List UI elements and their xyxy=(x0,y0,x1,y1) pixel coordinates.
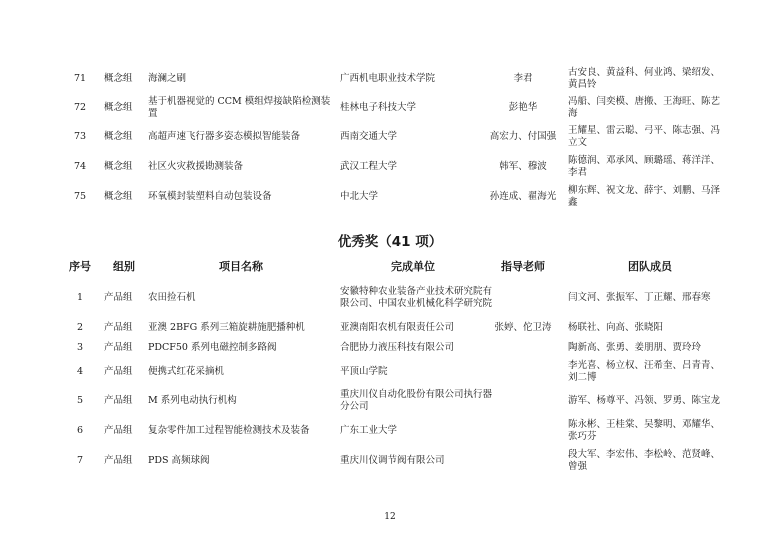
table-row xyxy=(0,64,780,94)
row-group: 产品组 xyxy=(104,424,133,436)
row-advisor: 彭艳华 xyxy=(508,101,538,113)
row-team: 闫文河、张振军、丁正耀、邢春寒 xyxy=(568,291,711,303)
row-project-name: 高超声速飞行器多姿态模拟智能装备 xyxy=(148,130,301,142)
row-advisor: 李君 xyxy=(513,72,533,84)
row-group: 概念组 xyxy=(104,101,133,113)
row-number: 6 xyxy=(76,424,84,436)
row-unit: 亚澳南阳农机有限责任公司 xyxy=(340,321,455,333)
row-project-name: 农田捡石机 xyxy=(148,291,196,303)
row-team: 游军、杨尊平、冯领、罗勇、陈宝龙 xyxy=(568,394,721,406)
row-project-name: 便携式红花采摘机 xyxy=(148,365,225,377)
row-group: 概念组 xyxy=(104,72,133,84)
row-group: 概念组 xyxy=(104,160,133,172)
row-team: 陈永彬、王桂棠、吴黎明、邓耀华、张巧芬 xyxy=(568,418,721,442)
row-project-name: 复杂零件加工过程智能检测技术及装备 xyxy=(148,424,310,436)
table-row xyxy=(0,416,780,446)
row-advisor: 韩军、穆波 xyxy=(499,160,547,172)
table-row xyxy=(0,152,780,182)
row-group: 产品组 xyxy=(104,365,133,377)
table-row xyxy=(0,386,780,416)
row-unit: 西南交通大学 xyxy=(340,130,398,142)
row-advisor xyxy=(486,338,560,358)
section-title: 优秀奖（41 项） xyxy=(337,234,443,250)
row-unit: 广西机电职业技术学院 xyxy=(340,72,436,84)
row-advisor xyxy=(486,446,560,476)
page-number: 12 xyxy=(384,512,396,522)
row-project-name: PDS 高频球阀 xyxy=(148,454,210,466)
row-group: 概念组 xyxy=(104,130,133,142)
row-project-name: 亚澳 2BFG 系列三箱旋耕施肥播种机 xyxy=(148,321,305,333)
table-row xyxy=(0,446,780,476)
table-row xyxy=(0,278,780,318)
row-number: 75 xyxy=(73,190,87,202)
row-unit: 合肥协力液压科技有限公司 xyxy=(340,341,455,353)
row-team: 陈德润、邓承风、顾璐瑶、蒋洋洋、李君 xyxy=(568,154,721,178)
row-advisor: 孙连成、翟海光 xyxy=(489,190,557,202)
header-advisor: 指导老师 xyxy=(501,260,545,273)
row-team: 柳东辉、祝文龙、薛宇、刘鹏、马泽鑫 xyxy=(568,184,721,208)
row-number: 74 xyxy=(73,160,87,172)
row-unit: 广东工业大学 xyxy=(340,424,398,436)
row-unit: 重庆川仪调节阀有限公司 xyxy=(340,454,445,466)
row-unit: 中北大学 xyxy=(340,190,379,202)
row-team: 李光喜、杨立权、汪希奎、吕青青、刘二博 xyxy=(568,359,721,383)
table-header xyxy=(0,258,780,276)
table-row xyxy=(0,318,780,338)
table-row xyxy=(0,358,780,386)
row-project-name: 基于机器视觉的 CCM 模组焊接缺陷检测装置 xyxy=(148,95,331,119)
row-project-name: 环氧模封装塑料自动包装设备 xyxy=(148,190,272,202)
row-number: 2 xyxy=(76,321,84,333)
row-unit: 重庆川仪自动化股份有限公司执行器分公司 xyxy=(340,388,493,412)
row-advisor: 高宏力、付国强 xyxy=(489,130,557,142)
header-unit: 完成单位 xyxy=(391,260,435,273)
table-row xyxy=(0,338,780,358)
row-unit: 桂林电子科技大学 xyxy=(340,101,417,113)
row-number: 71 xyxy=(73,72,87,84)
row-number: 4 xyxy=(76,365,84,377)
row-group: 产品组 xyxy=(104,291,133,303)
row-group: 概念组 xyxy=(104,190,133,202)
row-unit: 平顶山学院 xyxy=(340,365,388,377)
row-number: 5 xyxy=(76,394,84,406)
table-row xyxy=(0,122,780,152)
row-number: 73 xyxy=(73,130,87,142)
row-project-name: M 系列电动执行机构 xyxy=(148,394,237,406)
row-project-name: PDCF50 系列电磁控制多路阀 xyxy=(148,341,277,353)
row-unit: 武汉工程大学 xyxy=(340,160,398,172)
row-project-name: 海澜之刷 xyxy=(148,72,187,84)
row-advisor xyxy=(486,386,560,416)
header-team: 团队成员 xyxy=(628,260,672,273)
header-project-name: 项目名称 xyxy=(219,260,263,273)
header-group: 组别 xyxy=(113,260,135,273)
row-number: 7 xyxy=(76,454,84,466)
row-team: 段大军、李宏伟、李松岭、范贤峰、曾强 xyxy=(568,448,721,472)
row-team: 杨联社、向高、张晓阳 xyxy=(568,321,664,333)
row-advisor xyxy=(486,278,560,318)
row-number: 1 xyxy=(76,291,84,303)
header-number: 序号 xyxy=(69,260,91,273)
row-group: 产品组 xyxy=(104,394,133,406)
row-group: 产品组 xyxy=(104,454,133,466)
row-advisor xyxy=(486,416,560,446)
row-number: 3 xyxy=(76,341,84,353)
row-unit: 安徽特种农业装备产业技术研究院有限公司、中国农业机械化科学研究院 xyxy=(340,285,493,309)
row-team: 王耀星、雷云聪、弓平、陈志强、冯立文 xyxy=(568,124,721,148)
row-group: 产品组 xyxy=(104,341,133,353)
row-number: 72 xyxy=(73,101,87,113)
row-group: 产品组 xyxy=(104,321,133,333)
row-project-name: 社区火灾救援勘测装备 xyxy=(148,160,244,172)
row-advisor xyxy=(486,358,560,386)
row-team: 古安良、黄益科、何业鸿、梁绍发、黄昌铃 xyxy=(568,66,721,90)
row-team: 陶新高、张勇、姜朋朋、贾玲玲 xyxy=(568,341,702,353)
table-row xyxy=(0,94,780,122)
table-row xyxy=(0,182,780,212)
row-team: 冯船、闫奕模、唐搬、王海旺、陈艺海 xyxy=(568,95,721,119)
row-advisor: 张婷、佗卫涛 xyxy=(494,321,552,333)
